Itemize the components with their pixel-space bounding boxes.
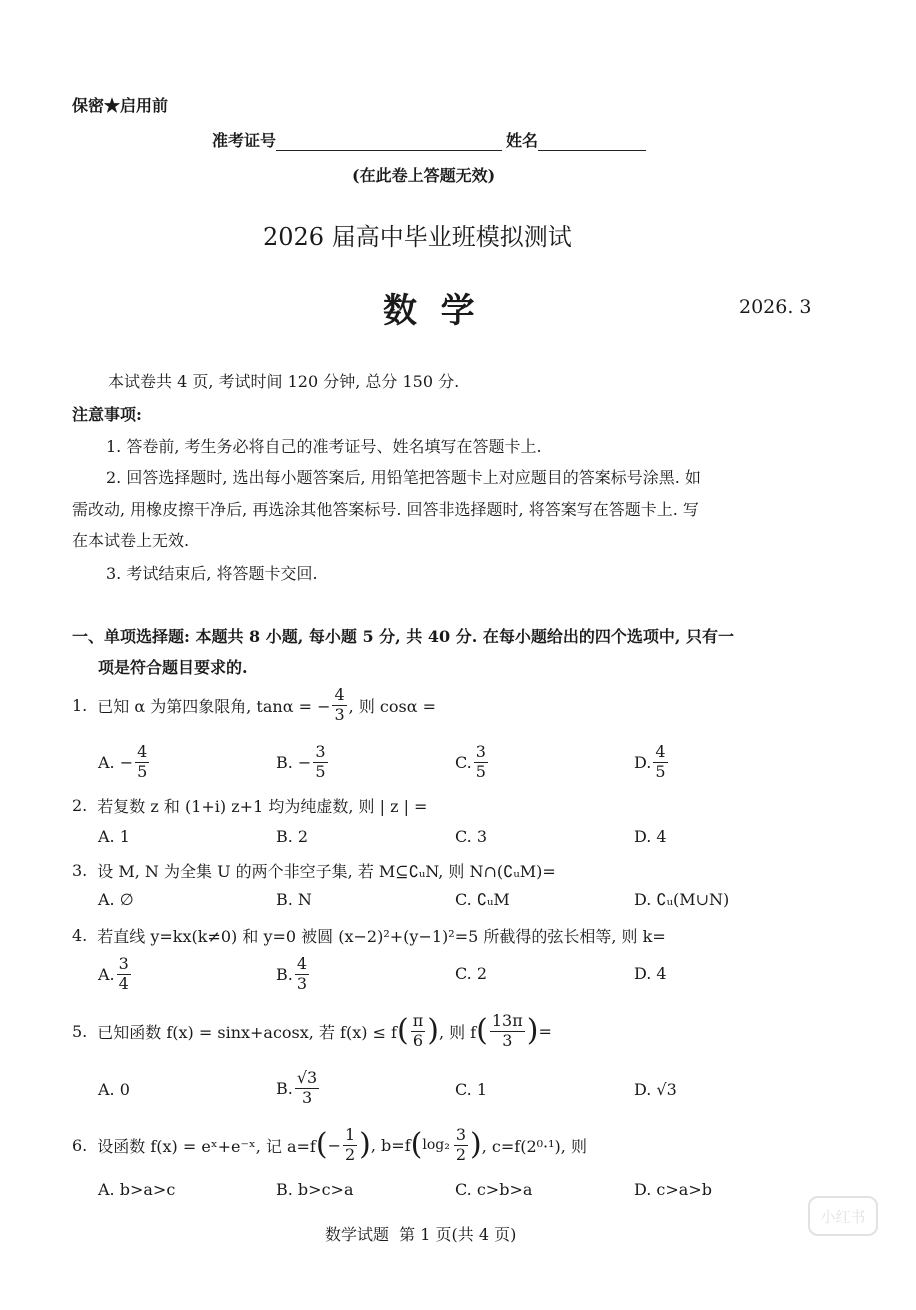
instruction-item-2-line1: 2. 回答选择题时, 选出每小题答案后, 用铅笔把答题卡上对应题目的答案标号涂黑. 如 bbox=[106, 468, 701, 487]
exam-id-label: 准考证号 bbox=[212, 131, 277, 150]
q3-option-d[interactable]: D. ∁ᵤ(M∪N) bbox=[634, 890, 730, 909]
question-4-stem bbox=[72, 924, 666, 947]
instruction-item-2-line3: 在本试卷上无效. bbox=[72, 531, 190, 550]
instruction-item-1: 1. 答卷前, 考生务必将自己的准考证号、姓名填写在答题卡上. bbox=[106, 437, 542, 456]
name-label: 姓名 bbox=[506, 131, 539, 150]
q5-option-d[interactable]: D. √3 bbox=[634, 1080, 677, 1099]
secrecy-label: 保密★启用前 bbox=[72, 96, 169, 115]
stem-part: 设函数 f(x) = eˣ+e⁻ˣ, 记 a=f bbox=[97, 1136, 316, 1156]
subject-title: 数 学 bbox=[383, 291, 475, 331]
question-3-stem bbox=[72, 859, 556, 882]
stem-part: , b=f bbox=[370, 1135, 411, 1155]
q2-option-a[interactable]: A. 1 bbox=[98, 827, 130, 846]
stem-text: 若复数 z 和 (1+i) z+1 均为纯虚数, 则 | z | = bbox=[97, 797, 428, 816]
stem-part: = bbox=[538, 1021, 552, 1041]
q2-option-d[interactable]: D. 4 bbox=[634, 827, 667, 846]
q4-option-a[interactable]: A. $\frac{3}{4}$ bbox=[98, 954, 129, 993]
q6-option-c[interactable]: C. c>b>a bbox=[455, 1180, 533, 1199]
watermark-logo: 小红书 bbox=[808, 1196, 878, 1236]
exam-title: 2026 届高中毕业班模拟测试 bbox=[263, 223, 572, 251]
question-5-stem: 5. 已知函数 f(x) = sinx+acosx, 若 f(x) ≤ f ( $\frac{\pi}{6}$ ) , 则 f ( $\frac{13\pi}{3}$ ) = bbox=[72, 1011, 552, 1050]
fraction: $\frac{4}{3}$ bbox=[334, 685, 345, 724]
q1-option-a[interactable]: A. − $\frac{4}{5}$ bbox=[98, 742, 148, 781]
question-2-stem bbox=[72, 794, 427, 817]
q2-option-c[interactable]: C. 3 bbox=[455, 827, 488, 846]
stem-text: 若直线 y=kx(k≠0) 和 y=0 被圆 (x−2)²+(y−1)²=5 所截得的弦长相等, 则 k= bbox=[97, 927, 666, 946]
stem-part: , 则 f bbox=[438, 1022, 477, 1042]
question-number: 1. bbox=[72, 695, 88, 715]
stem-part: 已知 α 为第四象限角, tanα = − bbox=[97, 696, 331, 716]
question-1-stem bbox=[72, 683, 436, 727]
q5-option-c[interactable]: C. 1 bbox=[455, 1080, 488, 1099]
q2-option-b[interactable]: B. 2 bbox=[276, 827, 309, 846]
stem-text: 设 M, N 为全集 U 的两个非空子集, 若 M⊆∁ᵤN, 则 N∩(∁ᵤM)= bbox=[97, 862, 556, 881]
page-footer: 数学试题 第 1 页(共 4 页) bbox=[325, 1225, 517, 1244]
q5-option-b[interactable]: B. $\frac{√3}{3}$ bbox=[276, 1068, 318, 1107]
q6-option-d[interactable]: D. c>a>b bbox=[634, 1180, 712, 1199]
q3-option-a[interactable]: A. ∅ bbox=[98, 890, 134, 909]
q1-option-d[interactable]: D. $\frac{4}{5}$ bbox=[634, 742, 666, 781]
question-6-stem: 6. 设函数 f(x) = eˣ+e⁻ˣ, 记 a=f ( − $\frac{1}{2}$ ) , b=f ( log₂ $\frac{3}{2}$ ) , c=f(2⁰·¹), 则 bbox=[72, 1125, 587, 1164]
exam-date: 2026. 3 bbox=[739, 296, 812, 318]
q5-option-a[interactable]: A. 0 bbox=[98, 1080, 130, 1099]
question-number: 6. bbox=[72, 1135, 88, 1155]
q4-option-d[interactable]: D. 4 bbox=[634, 964, 667, 983]
log-symbol: log₂ bbox=[422, 1137, 450, 1153]
q4-option-c[interactable]: C. 2 bbox=[455, 964, 488, 983]
question-number: 5. bbox=[72, 1021, 88, 1041]
section1-heading-line1: 一、单项选择题: 本题共 8 小题, 每小题 5 分, 共 40 分. 在每小题给出的四个选项中, 只有一 bbox=[72, 627, 734, 646]
question-number: 4. bbox=[72, 926, 88, 945]
q6-option-b[interactable]: B. b>c>a bbox=[276, 1180, 354, 1199]
notice-heading: 注意事项: bbox=[72, 405, 142, 424]
q1-option-c[interactable]: C. $\frac{3}{5}$ bbox=[455, 742, 486, 781]
q3-option-c[interactable]: C. ∁ᵤM bbox=[455, 890, 510, 909]
question-number: 3. bbox=[72, 861, 88, 880]
section1-heading-line2: 项是符合题目要求的. bbox=[98, 658, 248, 677]
stem-part: , 则 cosα = bbox=[348, 696, 437, 716]
exam-id-field[interactable] bbox=[276, 132, 502, 151]
instruction-item-2-line2: 需改动, 用橡皮擦干净后, 再选涂其他答案标号. 回答非选择题时, 将答案写在答题卡上. 写 bbox=[72, 500, 699, 519]
candidate-info-row bbox=[212, 128, 646, 151]
intro-text: 本试卷共 4 页, 考试时间 120 分钟, 总分 150 分. bbox=[108, 372, 460, 391]
q3-option-b[interactable]: B. N bbox=[276, 890, 312, 909]
q1-option-b[interactable]: B. − $\frac{3}{5}$ bbox=[276, 742, 326, 781]
stem-part: 已知函数 f(x) = sinx+acosx, 若 f(x) ≤ f bbox=[97, 1022, 397, 1042]
instruction-item-3: 3. 考试结束后, 将答题卡交回. bbox=[106, 564, 318, 583]
name-field[interactable] bbox=[538, 132, 646, 151]
notice-text: (在此卷上答题无效) bbox=[352, 166, 496, 185]
stem-part: , c=f(2⁰·¹), 则 bbox=[481, 1136, 587, 1156]
q6-option-a[interactable]: A. b>a>c bbox=[98, 1180, 176, 1199]
q4-option-b[interactable]: B. $\frac{4}{3}$ bbox=[276, 954, 308, 993]
question-number: 2. bbox=[72, 796, 88, 815]
